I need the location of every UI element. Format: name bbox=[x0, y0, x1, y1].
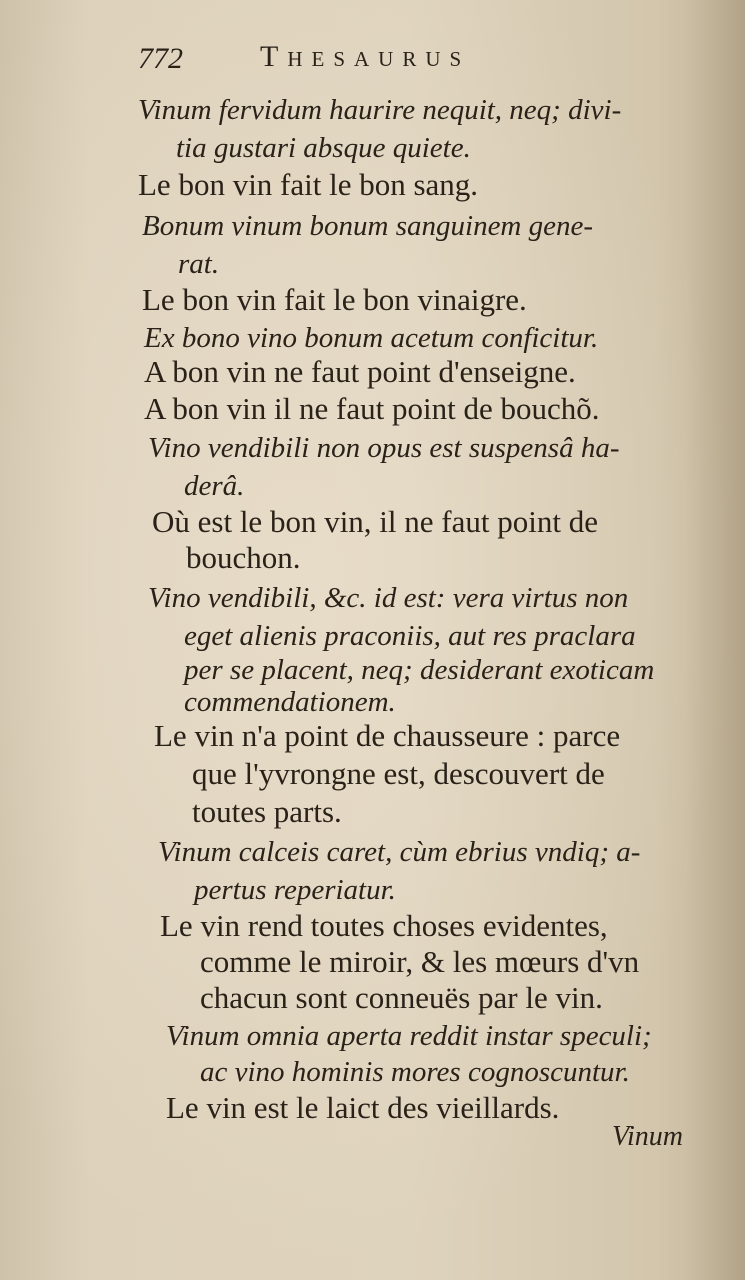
text-line: ac vino hominis mores cognoscuntur. bbox=[200, 1056, 630, 1088]
text-line: pertus reperiatur. bbox=[194, 874, 396, 906]
text-line: Le vin rend toutes choses evidentes, bbox=[160, 908, 608, 943]
text-line: eget alienis praconiis, aut res praclara bbox=[184, 620, 636, 652]
text-line: Bonum vinum bonum sanguinem gene- bbox=[142, 210, 594, 242]
text-line: Vinum fervidum haurire nequit, neq; divi- bbox=[138, 94, 622, 126]
text-line: A bon vin ne faut point d'enseigne. bbox=[144, 354, 576, 389]
text-line: Où est le bon vin, il ne faut point de bbox=[152, 504, 598, 539]
text-line: rat. bbox=[178, 248, 220, 280]
text-line: toutes parts. bbox=[192, 794, 342, 829]
running-head: Thesaurus bbox=[260, 40, 471, 73]
text-line: per se placent, neq; desiderant exoticam bbox=[184, 654, 655, 686]
text-line: Vino vendibili non opus est suspensâ ha- bbox=[148, 432, 620, 464]
text-line: Le vin n'a point de chausseure : parce bbox=[154, 718, 621, 753]
text-line: derâ. bbox=[184, 470, 245, 502]
page-number: 772 bbox=[138, 42, 183, 75]
text-line: comme le miroir, & les mœurs d'vn bbox=[200, 944, 640, 979]
text-line: que l'yvrongne est, descouvert de bbox=[192, 756, 605, 791]
page-header bbox=[138, 40, 588, 80]
catchword: Vinum bbox=[611, 1121, 683, 1152]
text-line: tia gustari absque quiete. bbox=[176, 132, 471, 164]
text-line: bouchon. bbox=[186, 540, 301, 575]
text-line: commendationem. bbox=[184, 686, 396, 718]
text-line: chacun sont conneuës par le vin. bbox=[200, 980, 603, 1015]
text-line: Vino vendibili, &c. id est: vera virtus non bbox=[148, 582, 629, 614]
text-line: Vinum calceis caret, cùm ebrius vndiq; a- bbox=[158, 836, 641, 868]
text-line: Le bon vin fait le bon sang. bbox=[138, 167, 479, 202]
text-line: Le vin est le laict des vieillards. bbox=[166, 1090, 560, 1125]
text-line: Vinum omnia aperta reddit instar speculi; bbox=[166, 1020, 652, 1052]
page-edge-shadow bbox=[685, 0, 745, 1280]
text-line: Ex bono vino bonum acetum conficitur. bbox=[144, 322, 599, 354]
text-line: Le bon vin fait le bon vinaigre. bbox=[142, 282, 527, 317]
text-line: A bon vin il ne faut point de bouchõ. bbox=[144, 391, 600, 426]
